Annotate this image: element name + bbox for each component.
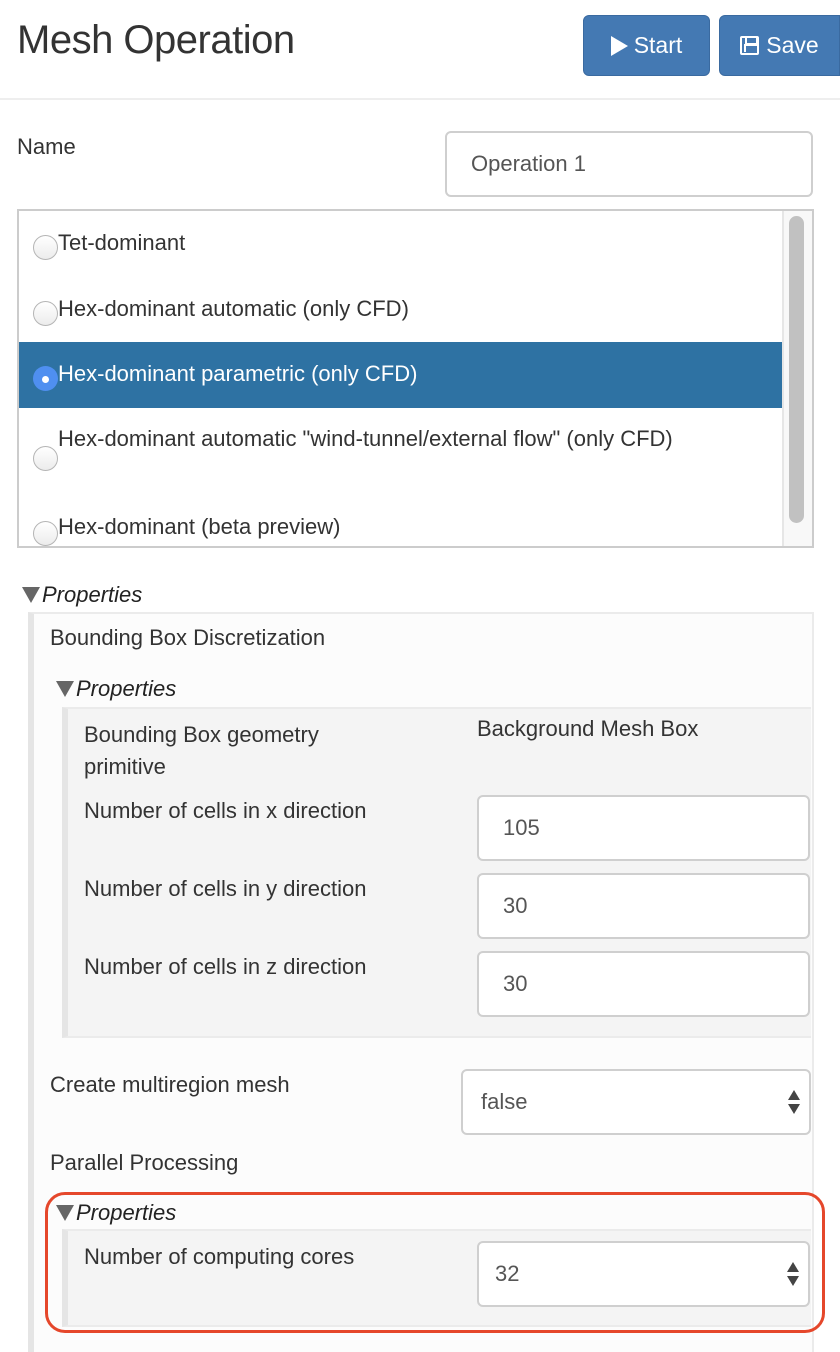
mesh-type-list — [17, 209, 814, 548]
radio-button[interactable] — [33, 235, 58, 260]
select-arrows-icon — [788, 1090, 800, 1114]
save-button[interactable] — [719, 15, 840, 76]
caret-down-icon — [56, 681, 74, 697]
name-input-value: Operation 1 — [471, 151, 586, 176]
mesh-type-option-hex-wind-tunnel[interactable] — [19, 425, 783, 487]
mesh-type-option-hex-parametric[interactable] — [19, 342, 783, 408]
radio-button[interactable] — [33, 521, 58, 546]
option-label: Hex-dominant (beta preview) — [58, 514, 341, 539]
multiregion-select-value: false — [481, 1089, 528, 1114]
cells-z-label: Number of cells in z direction — [84, 954, 367, 979]
caret-down-icon — [22, 587, 40, 603]
geometry-primitive-label: Bounding Box geometry primitive — [84, 722, 319, 779]
bounding-box-section-label: Bounding Box Discretization — [50, 625, 326, 650]
cells-x-label: Number of cells in x direction — [84, 798, 367, 823]
save-button-label: Save — [766, 32, 819, 58]
cells-y-label: Number of cells in y direction — [84, 876, 367, 901]
mesh-type-option-tet-dominant[interactable] — [19, 223, 783, 265]
cells-y-value: 30 — [503, 893, 528, 918]
mesh-type-option-hex-automatic[interactable] — [19, 289, 783, 331]
cells-y-input[interactable] — [477, 873, 810, 939]
bounding-box-properties-toggle[interactable] — [56, 676, 176, 702]
scrollbar[interactable] — [782, 211, 812, 546]
properties-toggle-label: Properties — [42, 582, 143, 607]
computing-cores-label: Number of computing cores — [84, 1244, 355, 1269]
multiregion-label: Create multiregion mesh — [50, 1072, 290, 1097]
select-arrows-icon — [787, 1262, 799, 1286]
header-divider — [0, 98, 840, 100]
computing-cores-select[interactable] — [477, 1241, 810, 1307]
cells-x-input[interactable] — [477, 795, 810, 861]
floppy-disk-icon — [740, 36, 759, 55]
option-label: Hex-dominant parametric (only CFD) — [58, 361, 418, 386]
properties-toggle-label: Properties — [76, 676, 177, 701]
name-label: Name — [17, 134, 76, 159]
properties-toggle[interactable] — [22, 582, 142, 608]
option-label: Hex-dominant automatic (only CFD) — [58, 296, 409, 321]
start-button[interactable] — [583, 15, 710, 76]
cells-x-value: 105 — [503, 815, 540, 840]
radio-button-selected[interactable] — [33, 366, 58, 391]
properties-toggle-label: Properties — [76, 1200, 177, 1225]
multiregion-select[interactable] — [461, 1069, 811, 1135]
radio-button[interactable] — [33, 446, 58, 471]
geometry-primitive-value: Background Mesh Box — [477, 716, 699, 741]
cells-z-value: 30 — [503, 971, 528, 996]
cells-z-input[interactable] — [477, 951, 810, 1017]
parallel-processing-label: Parallel Processing — [50, 1150, 239, 1175]
page-title: Mesh Operation — [17, 18, 295, 62]
start-button-label: Start — [633, 32, 683, 58]
parallel-properties-toggle[interactable] — [56, 1200, 176, 1226]
play-icon — [611, 36, 628, 56]
scrollbar-thumb[interactable] — [789, 216, 804, 523]
option-label: Hex-dominant automatic "wind-tunnel/external flow" (only CFD) — [58, 426, 673, 451]
radio-button[interactable] — [33, 301, 58, 326]
option-label: Tet-dominant — [58, 230, 186, 255]
computing-cores-value: 32 — [495, 1261, 520, 1286]
mesh-type-option-hex-beta[interactable] — [19, 507, 783, 548]
caret-down-icon — [56, 1205, 74, 1221]
name-input[interactable] — [445, 131, 813, 197]
